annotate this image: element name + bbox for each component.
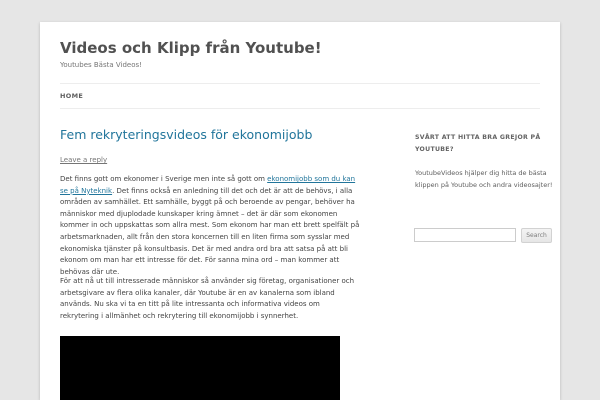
search-input[interactable] (414, 228, 516, 242)
embedded-video-player[interactable] (60, 336, 340, 400)
paragraph-text: . Det finns också en anledning till det och det är att de behövs, i alla områden av samhället. Ett samhälle, byggt på och beroende av pengar, behöver ha människor med djuplodade kunskaper kring ämnet – det är där som ekonomen kommer in och uppskattas som allra mest. Som ekonom har man ett brett spelfält på arbetsmarknaden, allt från den stora koncernen till en liten firma som sysslar med ekonomiska tjänster på konsultbasis. Det är med andra ord bra att satsa på att bli ekonom om man har ett intresse för det. För sanna mina ord – man kommer att behövas där ute. (60, 186, 360, 276)
site-title[interactable]: Videos och Klipp från Youtube! (60, 39, 322, 57)
leave-reply-link[interactable]: Leave a reply (60, 156, 108, 164)
page-container (40, 22, 560, 400)
site-description: Youtubes Bästa Videos! (60, 61, 142, 69)
sidebar-widget-text: YoutubeVideos hjälper dig hitta de bästa klippen på Youtube och andra videosajter! (415, 169, 553, 189)
post-title[interactable]: Fem rekryteringsvideos för ekonomijobb (60, 127, 313, 142)
post-paragraph-2: För att nå ut till intresserade människor så använder sig företag, organisationer och arbetsgivare av flera olika kanaler, där Youtube är en av kanalerna som ibland används. Nu ska vi ta en titt på lite intressanta och informativa videos om rekrytering i allmänhet och rekrytering till ekonomijobb i synnerhet. (60, 277, 355, 320)
paragraph-text: Det finns gott om ekonomer i Sverige men inte så gott om (60, 175, 268, 183)
post-paragraph-1 (60, 174, 360, 278)
sidebar-widget-title: SVÅRT ATT HITTA BRA GREJOR PÅ YOUTUBE? (415, 134, 541, 153)
nav-item-home[interactable]: HOME (60, 92, 84, 100)
ekonomijobb-link[interactable]: ekonomijobb som du kan se på Nyteknik (60, 175, 356, 195)
search-button[interactable]: Search (521, 228, 552, 243)
main-navigation (60, 83, 540, 109)
